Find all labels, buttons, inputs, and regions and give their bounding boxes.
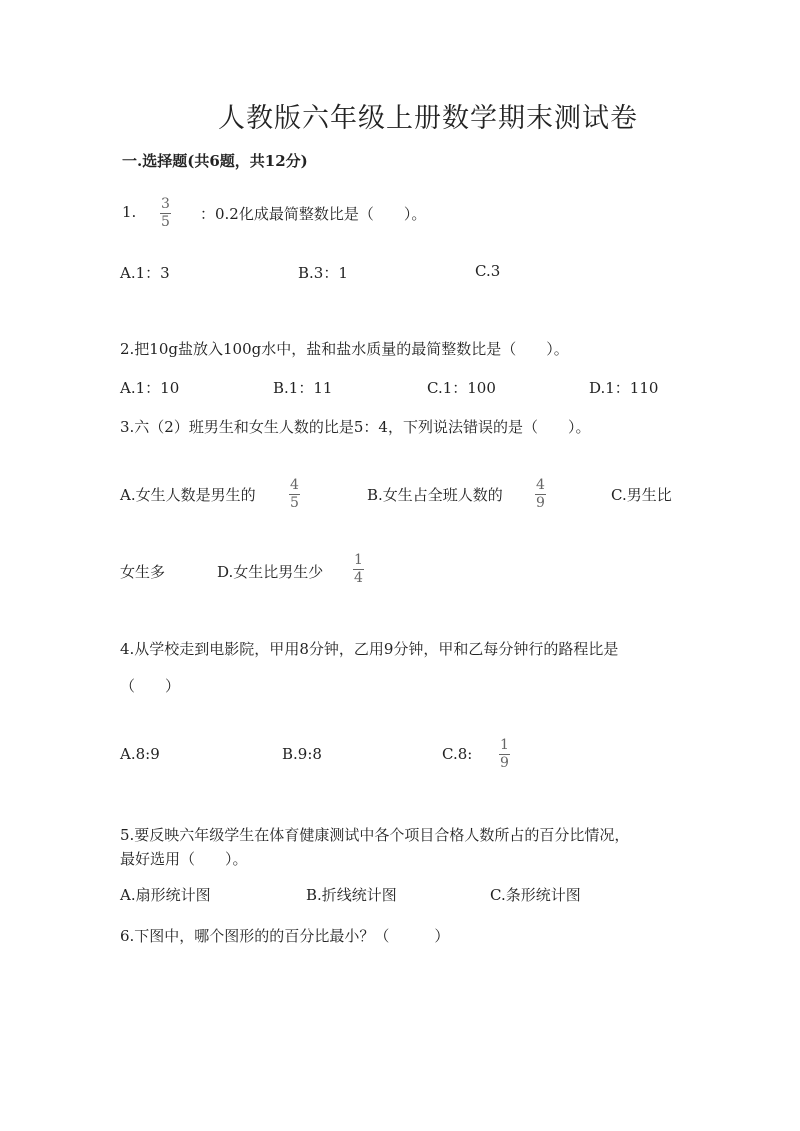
q3-option-c[interactable]: C.男生比 — [611, 486, 672, 504]
question-3-stem: 3.六（2）班男生和女生人数的比是5：4，下列说法错误的是（ ）。 — [120, 418, 591, 436]
fraction-denominator: 5 — [161, 214, 170, 230]
fraction-denominator: 5 — [290, 495, 299, 511]
fraction-4-5 — [289, 478, 300, 511]
fraction-denominator: 4 — [354, 570, 363, 586]
fraction-1-4 — [353, 553, 364, 586]
fraction-numerator: 3 — [161, 196, 170, 212]
q1-option-c[interactable]: C.3 — [475, 262, 501, 280]
fraction-denominator: 9 — [536, 495, 545, 511]
q3-option-a[interactable]: A.女生人数是男生的 — [120, 486, 256, 504]
q5-option-b[interactable]: B.折线统计图 — [306, 886, 397, 904]
q3-option-d[interactable]: D.女生比男生少 — [217, 563, 324, 581]
question-5-stem-line2: 最好选用（ ）。 — [120, 850, 248, 868]
q3-option-c-continued: 女生多 — [120, 563, 166, 581]
q1-option-b[interactable]: B.3：1 — [298, 264, 348, 282]
question-1-number: 1. — [122, 203, 137, 221]
q4-option-b[interactable]: B.9:8 — [282, 745, 322, 763]
q1-option-a[interactable]: A.1：3 — [120, 264, 170, 282]
question-1-stem: ：0.2化成最简整数比是（ ）。 — [200, 205, 427, 223]
q2-option-d[interactable]: D.1：110 — [589, 379, 659, 397]
fraction-3-5 — [160, 197, 171, 230]
fraction-denominator: 9 — [500, 755, 509, 771]
fraction-4-9 — [535, 478, 546, 511]
fraction-1-9 — [499, 738, 510, 771]
fraction-numerator: 1 — [500, 737, 509, 753]
section-heading: 一.选择题(共6题，共12分) — [122, 152, 308, 170]
question-6-stem: 6.下图中，哪个图形的的百分比最小？（ ） — [120, 927, 450, 945]
question-4-stem: 4.从学校走到电影院，甲用8分钟，乙用9分钟，甲和乙每分钟行的路程比是 — [120, 640, 619, 658]
q4-option-a[interactable]: A.8:9 — [120, 745, 160, 763]
q2-option-a[interactable]: A.1：10 — [120, 379, 180, 397]
q3-option-b[interactable]: B.女生占全班人数的 — [367, 486, 503, 504]
fraction-numerator: 4 — [536, 477, 545, 493]
fraction-numerator: 1 — [354, 552, 363, 568]
fraction-numerator: 4 — [290, 477, 299, 493]
q5-option-a[interactable]: A.扇形统计图 — [120, 886, 211, 904]
q4-option-c[interactable]: C.8: — [442, 745, 473, 763]
question-5-stem: 5.要反映六年级学生在体育健康测试中各个项目合格人数所占的百分比情况， — [120, 826, 630, 844]
question-2-stem: 2.把10g盐放入100g水中，盐和盐水质量的最简整数比是（ ）。 — [120, 340, 569, 358]
q5-option-c[interactable]: C.条形统计图 — [490, 886, 581, 904]
page-title: 人教版六年级上册数学期末测试卷 — [218, 103, 638, 134]
q2-option-b[interactable]: B.1：11 — [273, 379, 333, 397]
question-4-stem-line2: （ ） — [120, 677, 181, 695]
q2-option-c[interactable]: C.1：100 — [427, 379, 496, 397]
